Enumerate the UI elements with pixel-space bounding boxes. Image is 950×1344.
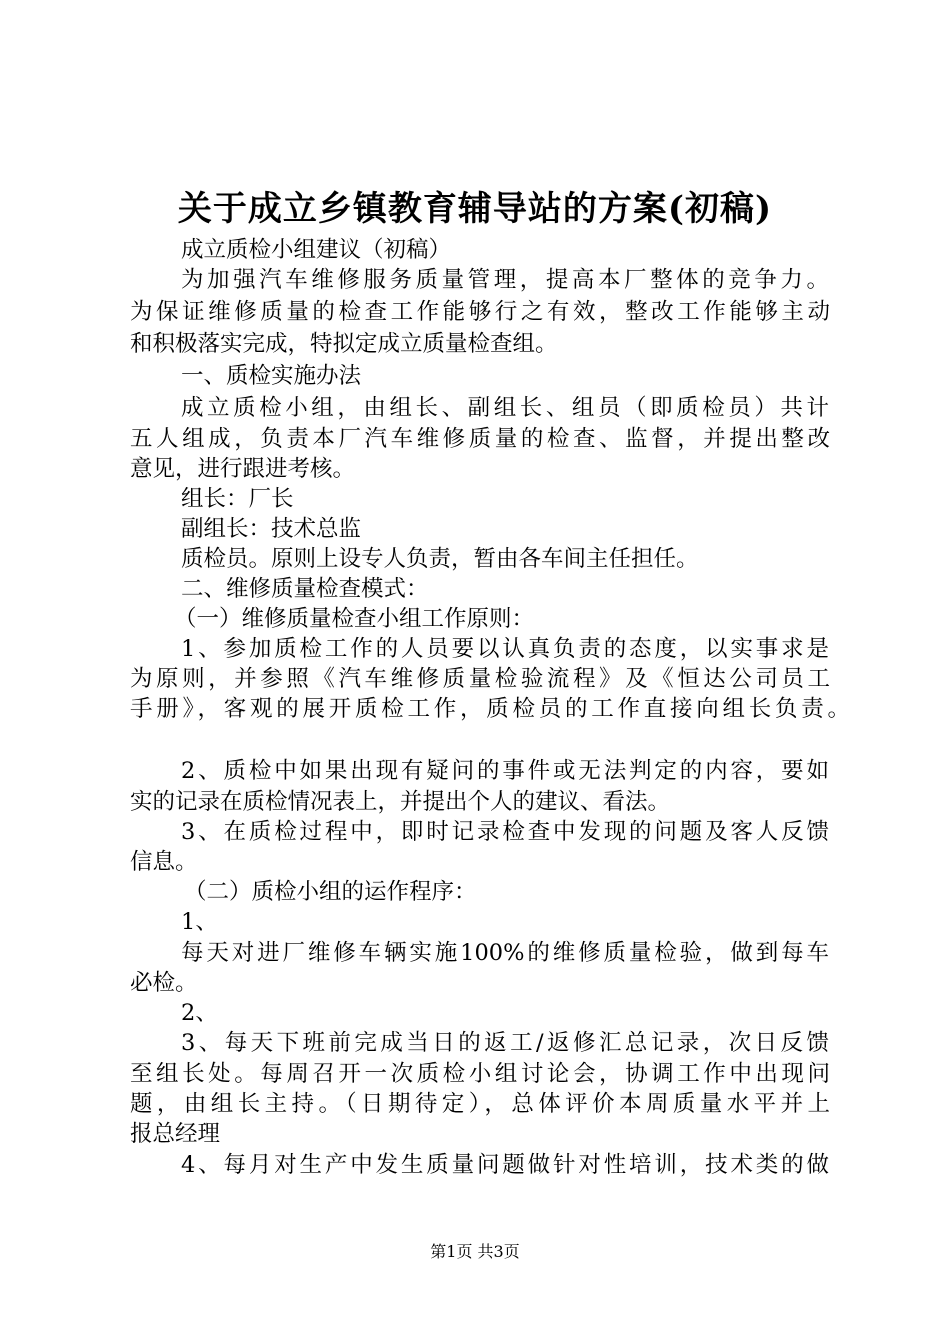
paragraph-line: 实的记录在质检情况表上，并提出个人的建议、看法。	[130, 789, 671, 815]
section-heading: 二、维修质量检查模式：	[181, 576, 429, 602]
paragraph-line: 手册》，客观的展开质检工作，质检员的工作直接向组长负责。	[130, 696, 850, 722]
paragraph-line: 3、在质检过程中，即时记录检查中发现的问题及客人反馈	[181, 819, 829, 845]
subsection-heading: （二）质检小组的运作程序：	[184, 879, 477, 905]
paragraph-line: 每天对进厂维修车辆实施100%的维修质量检验，做到每车	[181, 940, 829, 966]
page-number: 第1页 共3页	[430, 1242, 520, 1261]
paragraph-line: 组长：厂长	[181, 486, 294, 512]
paragraph-line: 意见，进行跟进考核。	[130, 456, 356, 482]
list-number: 1、	[181, 909, 218, 935]
paragraph-line: 为加强汽车维修服务质量管理，提高本厂整体的竞争力。	[181, 267, 829, 293]
paragraph-line: 信息。	[130, 849, 198, 875]
paragraph-line: 1、参加质检工作的人员要以认真负责的态度，以实事求是	[181, 636, 829, 662]
paragraph-line: 4、每月对生产中发生质量问题做针对性培训，技术类的做	[181, 1152, 829, 1178]
paragraph-line: 报总经理	[130, 1121, 221, 1147]
document-title: 关于成立乡镇教育辅导站的方案(初稿)	[177, 189, 773, 229]
paragraph-line: 题，由组长主持。（日期待定），总体评价本周质量水平并上	[130, 1091, 830, 1117]
subsection-heading: （一）维修质量检查小组工作原则：	[174, 606, 535, 632]
paragraph-line: 为保证维修质量的检查工作能够行之有效，整改工作能够主动	[130, 299, 830, 325]
paragraph-line: 质检员。原则上设专人负责，暂由各车间主任担任。	[181, 546, 699, 572]
list-number: 2、	[181, 1000, 218, 1026]
paragraph-line: 至组长处。每周召开一次质检小组讨论会，协调工作中出现问	[130, 1061, 830, 1087]
section-heading: 一、质检实施办法	[181, 363, 362, 389]
paragraph-line: 成立质检小组，由组长、副组长、组员（即质检员）共计	[181, 395, 829, 421]
paragraph-line: 成立质检小组建议（初稿）	[181, 237, 452, 263]
paragraph-line: 副组长：技术总监	[181, 516, 362, 542]
paragraph-line: 和积极落实完成，特拟定成立质量检查组。	[130, 331, 558, 357]
paragraph-line: 3、每天下班前完成当日的返工/返修汇总记录，次日反馈	[181, 1030, 829, 1056]
paragraph-line: 为原则，并参照《汽车维修质量检验流程》及《恒达公司员工	[130, 666, 830, 692]
paragraph-line: 必检。	[130, 970, 198, 996]
paragraph-line: 五人组成，负责本厂汽车维修质量的检查、监督，并提出整改	[130, 426, 830, 452]
paragraph-line: 2、质检中如果出现有疑问的事件或无法判定的内容，要如	[181, 758, 829, 784]
